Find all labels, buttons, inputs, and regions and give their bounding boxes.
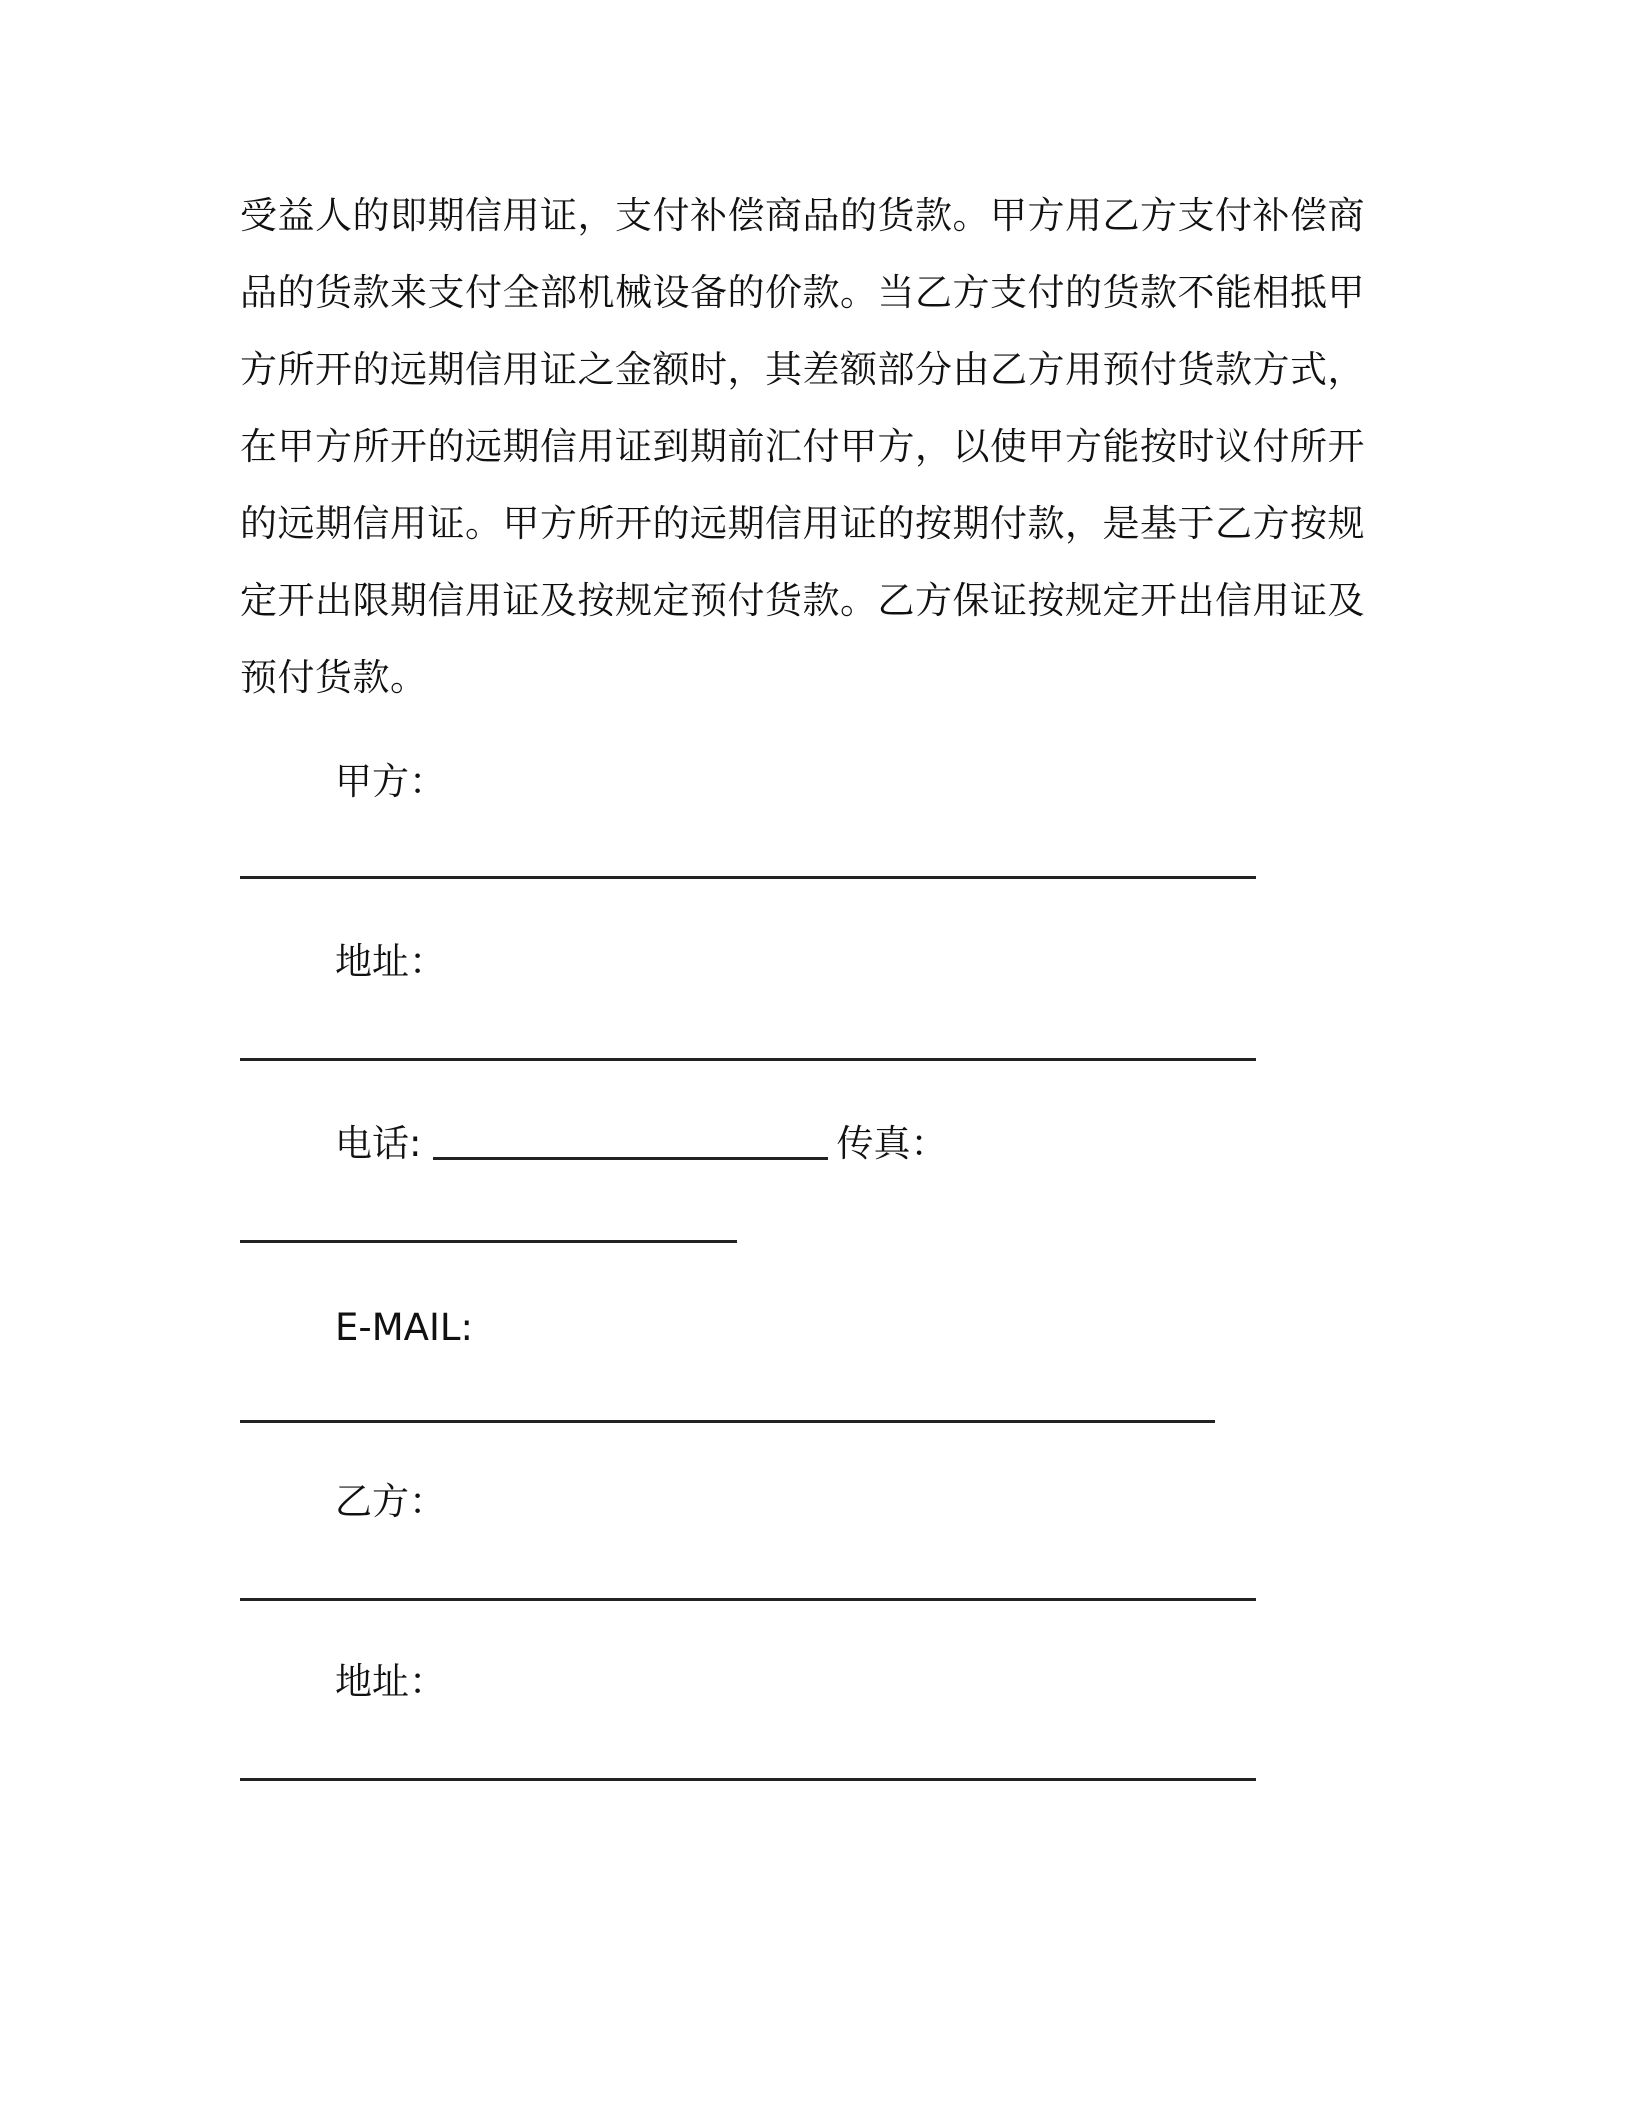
body-line: 预付货款。 [240, 656, 428, 699]
email-blank[interactable] [240, 1420, 1215, 1423]
party-a-blank[interactable] [240, 876, 1256, 879]
body-line: 方所开的远期信用证之金额时，其差额部分由乙方用预付货款方式， [240, 348, 1365, 391]
body-line: 在甲方所开的远期信用证到期前汇付甲方，以使甲方能按时议付所开 [240, 425, 1365, 468]
email-label: E-MAIL: [335, 1306, 473, 1349]
party-a-address-label: 地址： [335, 940, 446, 983]
fax-label: 传真： [836, 1122, 948, 1165]
phone-blank[interactable] [433, 1157, 828, 1160]
body-line: 的远期信用证。甲方所开的远期信用证的按期付款，是基于乙方按规 [240, 502, 1365, 545]
body-line: 定开出限期信用证及按规定预付货款。乙方保证按规定开出信用证及 [240, 579, 1365, 622]
fax-blank[interactable] [240, 1240, 737, 1243]
party-a-label: 甲方： [335, 760, 446, 803]
body-line: 品的货款来支付全部机械设备的价款。当乙方支付的货款不能相抵甲 [240, 271, 1365, 314]
party-b-address-label: 地址： [335, 1660, 446, 1703]
party-a-address-blank[interactable] [240, 1058, 1256, 1061]
party-a-contact-line [335, 1118, 947, 1170]
party-b-blank[interactable] [240, 1598, 1256, 1601]
body-line: 受益人的即期信用证，支付补偿商品的货款。甲方用乙方支付补偿商 [240, 194, 1365, 237]
party-b-label: 乙方： [335, 1480, 446, 1523]
party-b-address-blank[interactable] [240, 1778, 1256, 1781]
phone-label: 电话: [335, 1122, 422, 1165]
